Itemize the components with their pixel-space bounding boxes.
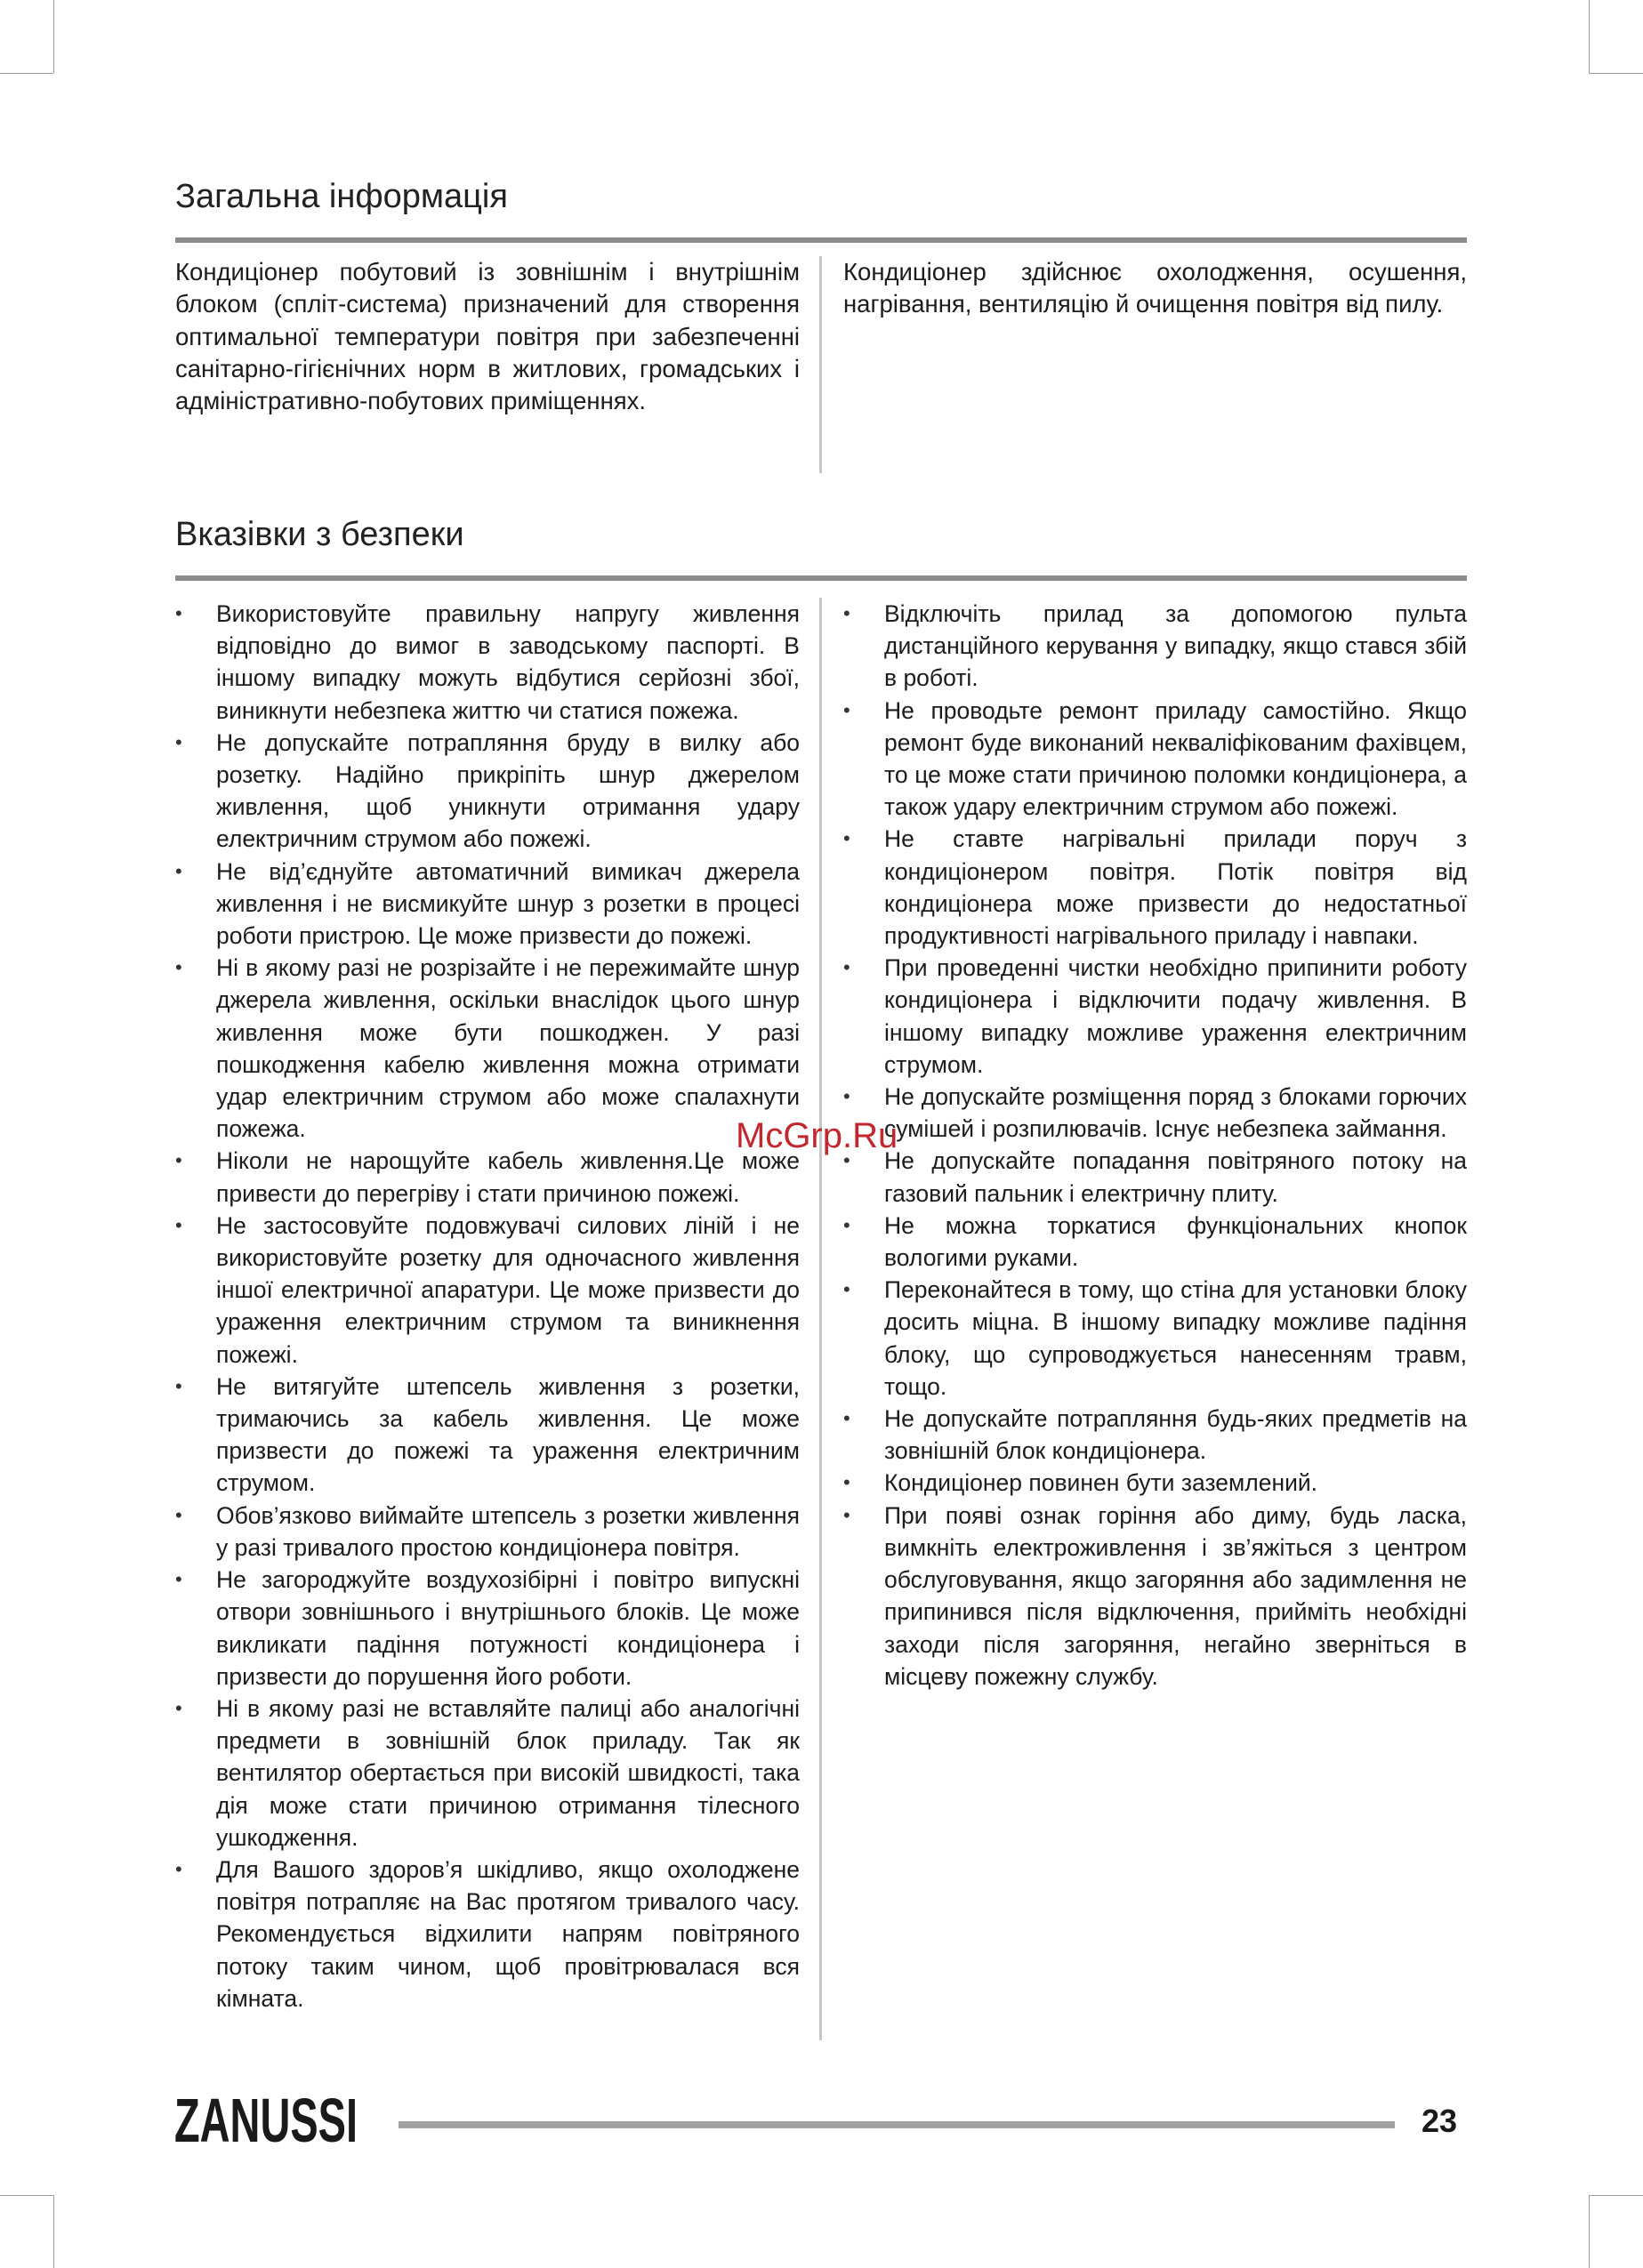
safety-item: • Не допускайте попадання повітряного потоку на газовий пальник і електричну плиту. — [843, 1145, 1467, 1209]
section-title-general: Загальна інформація — [175, 178, 508, 215]
crop-mark — [53, 2195, 54, 2268]
zanussi-logo — [174, 2086, 361, 2155]
general-info-left: Кондиціонер побутовий із зовнішнім і внутрішнім блоком (спліт-система) призначений для створення оптимальної температури повітря при забезпеченні санітарно-гігієнічних норм в житлових, громадських і адміністративно-побутових приміщеннях. — [175, 258, 800, 415]
crop-mark — [1589, 0, 1590, 73]
section-rule — [175, 575, 1467, 581]
safety-item: • Використовуйте правильну напругу живлення відповідно до вимог в заводському паспорті. В іншому випадку можуть відбутися серйозні збої, виникнути небезпека життю чи статися пожежа. — [175, 598, 800, 727]
safety-list-left — [175, 598, 800, 2015]
safety-item: • Переконайтеся в тому, що стіна для установки блоку досить міцна. В іншому випадку можливе падіння блоку, що супроводжується нанесенням травм, тощо. — [843, 1274, 1467, 1403]
page-number: 23 — [1422, 2103, 1458, 2139]
safety-item: • Відключіть прилад за допомогою пульта дистанційного керування у випадку, якщо стався збій в роботі. — [843, 598, 1467, 695]
crop-mark — [1589, 2195, 1590, 2268]
watermark: McGrp.Ru — [736, 1116, 898, 1155]
crop-mark — [1589, 2195, 1643, 2196]
safety-item: • При проведенні чистки необхідно припинити роботу кондиціонера і відключити подачу живлення. В іншому випадку можливе ураження електричним струмом. — [843, 952, 1467, 1081]
crop-mark — [53, 0, 54, 73]
safety-item: • Ні в якому разі не вставляйте палиці або аналогічні предмети в зовнішній блок приладу. Так як вентилятор обертається при високій швидкості, така дія може стати причиною отримання тілесного ушкодження. — [175, 1693, 800, 1854]
safety-item: • Не допускайте потрапляння бруду в вилку або розетку. Надійно прикріпіть шнур джерелом живлення, щоб уникнути отримання удару електричним струмом або пожежі. — [175, 727, 800, 856]
safety-item: • Не можна торкатися функціональних кнопок вологими руками. — [843, 1210, 1467, 1274]
section-title-safety: Вказівки з безпеки — [175, 516, 464, 553]
safety-item: • Не ставте нагрівальні прилади поруч з кондиціонером повітря. Потік повітря від кондиціонера може призвести до недостатньої продуктивності нагрівального приладу і навпаки. — [843, 823, 1467, 952]
footer-rule — [399, 2121, 1395, 2128]
crop-mark — [0, 73, 53, 74]
safety-item: • При появі ознак горіння або диму, будь ласка, вимкніть електроживлення і зв’яжіться з центром обслуговування, якщо загоряння або задимлення не припинився після відключення, прийміть необхідні заходи після загоряння, негайно зверніться в місцеву пожежну службу. — [843, 1500, 1467, 1693]
safety-item: • Не допускайте розміщення поряд з блоками горючих сумішей і розпилювачів. Існує небезпека займання. — [843, 1081, 1467, 1145]
safety-item: • Не загороджуйте воздухозібірні і повітро випускні отвори зовнішнього і внутрішнього блоків. Це може викликати падіння потужності кондиціонера і призвести до порушення його роботи. — [175, 1564, 800, 1693]
safety-item: • Ніколи не нарощуйте кабель живлення.Це може привести до перегріву і стати причиною пожежі. — [175, 1145, 800, 1209]
safety-item: • Не проводьте ремонт приладу самостійно. Якщо ремонт буде виконаний некваліфікованим фахівцем, то це може стати причиною поломки кондиціонера, а також удару електричним струмом або пожежі. — [843, 695, 1467, 824]
safety-item: • Не витягуйте штепсель живлення з розетки, тримаючись за кабель живлення. Це може призвести до пожежі та ураження електричним струмом. — [175, 1371, 800, 1500]
column-divider — [819, 598, 822, 2040]
safety-item: • Ні в якому разі не розрізайте і не пережимайте шнур джерела живлення, оскільки внаслідок цього шнур живлення може бути пошкоджен. У разі пошкодження кабелю живлення можна отримати удар електричним струмом або може спалахнути пожежа. — [175, 952, 800, 1145]
safety-item: • Не допускайте потрапляння будь-яких предметів на зовнішній блок кондиціонера. — [843, 1403, 1467, 1467]
safety-item: • Не застосовуйте подовжувачі силових ліній і не використовуйте розетку для одночасного живлення іншої електричної апаратури. Це може призвести до ураження електричним струмом та виникнення пожежі. — [175, 1210, 800, 1371]
crop-mark — [0, 2195, 53, 2196]
safety-item: • Не від’єднуйте автоматичний вимикач джерела живлення і не висмикуйте шнур з розетки в процесі роботи пристрою. Це може призвести до пожежі. — [175, 856, 800, 953]
safety-item: • Обов’язково виймайте штепсель з розетки живлення у разі тривалого простою кондиціонера повітря. — [175, 1500, 800, 1564]
column-divider — [819, 256, 822, 473]
crop-mark — [1589, 73, 1643, 74]
safety-item: • Кондиціонер повинен бути заземлений. — [843, 1467, 1467, 1499]
safety-list-right — [843, 598, 1467, 1693]
general-info-right: Кондиціонер здійснює охолодження, осушення, нагрівання, вентиляцію й очищення повітря від пилу. — [843, 258, 1467, 318]
svg-text:ZANUSSI: ZANUSSI — [174, 2086, 358, 2155]
safety-item: • Для Вашого здоров’я шкідливо, якщо охолоджене повітря потрапляє на Вас протягом тривалого часу. Рекомендується відхилити напрям повітряного потоку таким чином, щоб провітрювалася вся кімната. — [175, 1854, 800, 2015]
section-rule — [175, 237, 1467, 243]
